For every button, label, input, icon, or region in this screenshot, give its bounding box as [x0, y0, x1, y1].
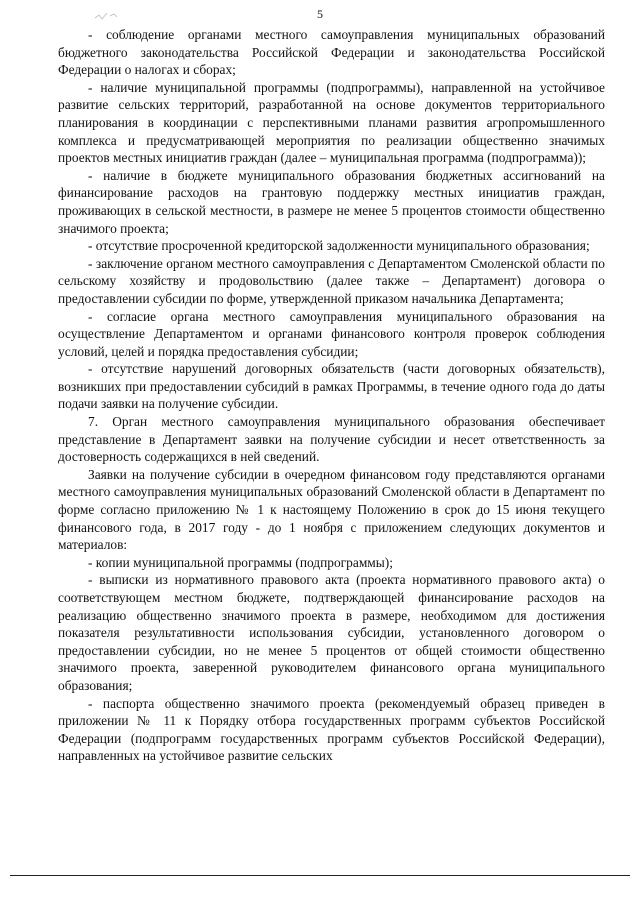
document-body — [58, 26, 605, 765]
paragraph: Заявки на получение субсидии в очередном финансовом году представляются органами местного самоуправления муниципальных образований Смоленской области в Департамент по форме согласно приложению № 1 к настоящему Положению в срок до 15 июня текущего финансового года, в 2017 году - до 1 ноября с приложением следующих документов и материалов: — [58, 466, 605, 553]
paragraph: - наличие муниципальной программы (подпрограммы), направленной на устойчивое развитие сельских территорий, разработанной на основе документов территориального планирования в координации с перспективными планами развития агропромышленного комплекса и предусматривающей мероприятия по реализации общественно значимых проектов местных инициатив граждан (далее – муниципальная программа (подпрограмма)); — [58, 79, 605, 166]
paragraph: - отсутствие просроченной кредиторской задолженности муниципального образования; — [88, 238, 590, 254]
paragraph: - наличие в бюджете муниципального образования бюджетных ассигнований на финансирование расходов на грантовую поддержку местных инициатив граждан, проживающих в сельской местности, в размере не менее 5 процентов стоимости общественно значимого проекта; — [58, 167, 605, 236]
paragraph: - заключение органом местного самоуправления с Департаментом Смоленской области по сельскому хозяйству и продовольствию (далее также – Департамент) договора о предоставлении субсидии по форме, утвержденной приказом начальника Департамента; — [58, 255, 605, 306]
paragraph: - согласие органа местного самоуправления муниципального образования на осуществление Департаментом и органами финансового контроля проверок соблюдения условий, целей и порядка предоставления субсидии; — [58, 308, 605, 359]
paragraph: - отсутствие нарушений договорных обязательств (части договорных обязательств), возникших при предоставлении субсидий в рамках Программы, в течение одного года до даты подачи заявки на получение субсидии. — [58, 361, 605, 412]
page-number: 5 — [317, 7, 323, 21]
paragraph: - выписки из нормативного правового акта (проекта нормативного правового акта) о соответствующем местном бюджете, подтверждающей финансирование расходов на реализацию общественно значимого проекта в размере, необходимом для достижения показателя результативности использования субсидии, установленного договором о предоставлении субсидии, но не менее 5 процентов от общей стоимости общественно значимого проекта, заверенной руководителем финансового органа муниципального образования; — [58, 572, 605, 693]
paragraph: - копии муниципальной программы (подпрограммы); — [88, 554, 393, 570]
page-bottom-rule — [10, 875, 630, 876]
paragraph: - соблюдение органами местного самоуправления муниципальных образований бюджетного законодательства Российской Федерации и законодательства Российской Федерации о налогах и сборах; — [58, 27, 605, 78]
paragraph: 7. Орган местного самоуправления муниципального образования обеспечивает представление в Департамент заявки на получение субсидии и несет ответственность за достоверность содержащихся в ней сведений. — [58, 414, 605, 465]
paragraph: - паспорта общественно значимого проекта (рекомендуемый образец приведен в приложении № 11 к Порядку отбора государственных программ субъектов Российской Федерации (подпрограмм государственных программ субъектов Российской Федерации), направленных на устойчивое развитие сельских — [58, 695, 605, 764]
